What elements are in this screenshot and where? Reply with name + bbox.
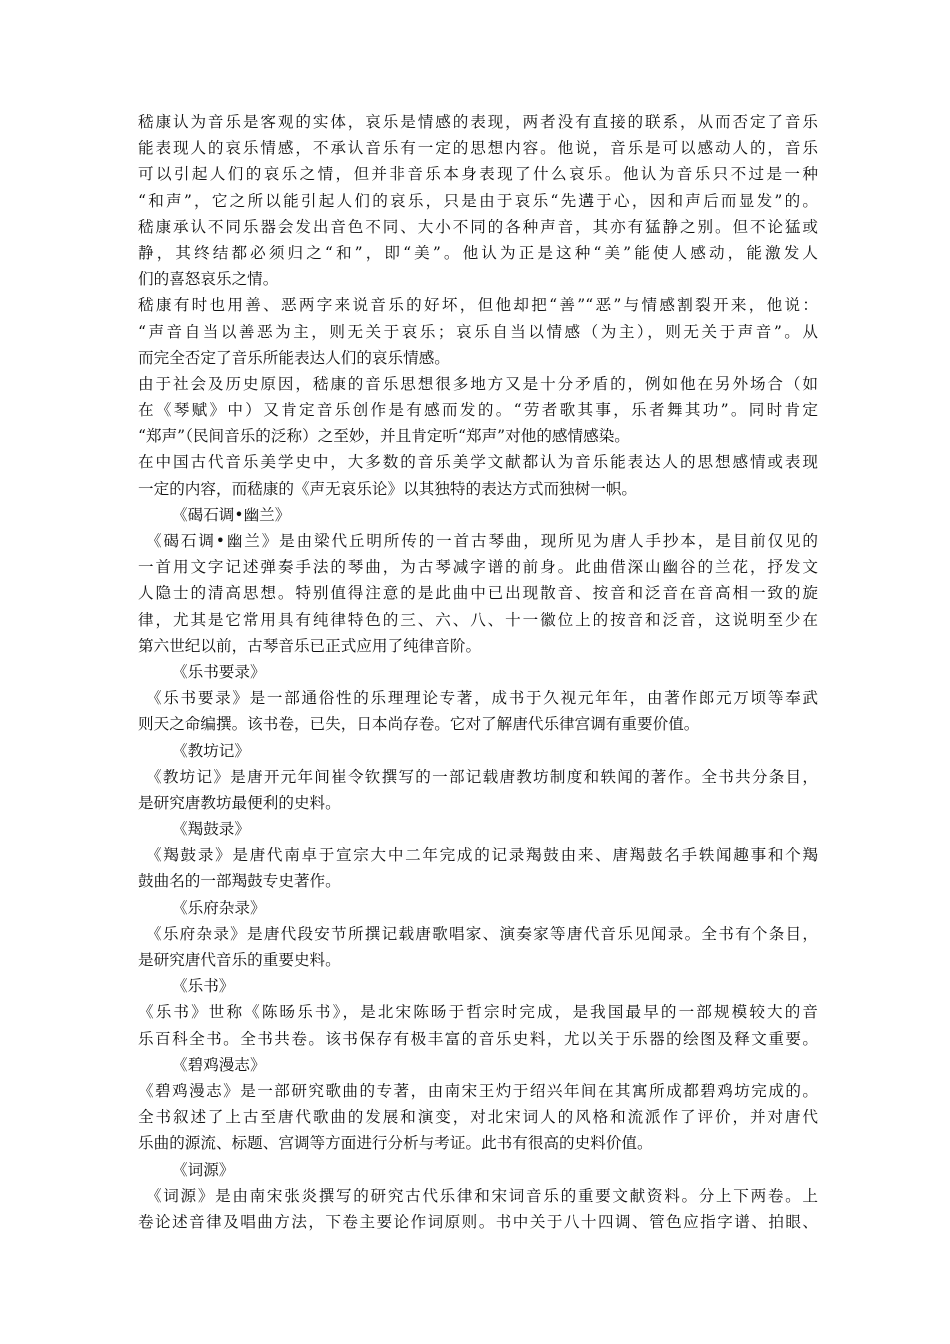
text-line: “和声”，它之所以能引起人们的哀乐，只是由于哀乐“先遘于心，因和声后而显发”的。 [138, 191, 818, 210]
text-line: 是研究唐代音乐的重要史料。 [138, 951, 341, 969]
text-line: 嵇康认为音乐是客观的实体，哀乐是情感的表现，两者没有直接的联系，从而否定了音乐 [138, 113, 818, 131]
text-line: “声音自当以善恶为主，则无关于哀乐；哀乐自当以情感（为主），则无关于声音”。从 [138, 322, 818, 341]
text-line: 能表现人的哀乐情感，不承认音乐有一定的思想内容。他说，音乐是可以感动人的，音乐 [138, 139, 818, 158]
section-heading: 《碧鸡漫志》 [172, 1055, 266, 1074]
section-heading: 《乐书要录》 [172, 662, 266, 681]
text-line: 《教坊记》是唐开元年间崔令钦撰写的一部记载唐教坊制度和轶闻的著作。全书共分条目， [146, 767, 818, 786]
text-line: 嵇康承认不同乐器会发出音色不同、大小不同的各种声音，其亦有猛静之别。但不论猛或 [138, 217, 818, 236]
text-line: 全书叙述了上古至唐代歌曲的发展和演变，对北宋词人的风格和流派作了评价，并对唐代 [138, 1108, 818, 1127]
text-line: 可以引起人们的哀乐之情，但并非音乐本身表现了什么哀乐。他认为音乐只不过是一种 [138, 165, 818, 184]
text-line: 在《琴赋》中）又肯定音乐创作是有感而发的。“劳者歌其事，乐者舞其功”。同时肯定 [138, 401, 818, 420]
text-line: 卷论述音律及唱曲方法，下卷主要论作词原则。书中关于八十四调、管色应指字谱、拍眼、 [138, 1212, 818, 1231]
section-heading: 《教坊记》 [172, 741, 250, 760]
section-heading: 《碣石调•幽兰》 [172, 505, 291, 524]
text-line: 《乐府杂录》是唐代段安节所撰记载唐歌唱家、演奏家等唐代音乐见闻录。全书有个条目， [146, 924, 818, 943]
text-line: 乐曲的源流、标题、宫调等方面进行分析与考证。此书有很高的史料价值。 [138, 1134, 653, 1153]
text-line: 而完全否定了音乐所能表达人们的哀乐情感。 [138, 348, 450, 367]
section-heading: 《乐书》 [172, 977, 235, 996]
text-line: “郑声”（民间音乐的泛称）之至妙，并且肯定听“郑声”对他的感情感染。 [138, 427, 630, 446]
text-line: 则天之命编撰。该书卷，已失，日本尚存卷。它对了解唐代乐律宫调有重要价值。 [138, 715, 700, 734]
text-line: 《乐书》世称《陈旸乐书》，是北宋陈旸于哲宗时完成，是我国最早的一部规模较大的音 [138, 1003, 818, 1022]
text-line: 乐百科全书。全书共卷。该书保存有极丰富的音乐史料，尤以关于乐器的绘图及释文重要。 [138, 1029, 818, 1048]
text-line: 律，尤其是它常用具有纯律特色的三、六、八、十一徽位上的按音和泛音，这说明至少在 [138, 610, 818, 629]
text-line: 《碧鸡漫志》是一部研究歌曲的专著，由南宋王灼于绍兴年间在其寓所成都碧鸡坊完成的。 [138, 1081, 818, 1100]
section-heading: 《乐府杂录》 [172, 898, 266, 917]
text-line: 《词源》是由南宋张炎撰写的研究古代乐律和宋词音乐的重要文献资料。分上下两卷。上 [146, 1186, 818, 1205]
text-line: 由于社会及历史原因，嵇康的音乐思想很多地方又是十分矛盾的，例如他在另外场合（如 [138, 374, 818, 393]
text-line: 《羯鼓录》是唐代南卓于宣宗大中二年完成的记录羯鼓由来、唐羯鼓名手轶闻趣事和个羯 [146, 846, 818, 865]
text-line: 一首用文字记述弹奏手法的琴曲，为古琴减字谱的前身。此曲借深山幽谷的兰花，抒发文 [138, 558, 818, 577]
text-line: 第六世纪以前，古琴音乐已正式应用了纯律音阶。 [138, 636, 482, 655]
text-line: 鼓曲名的一部羯鼓专史著作。 [138, 872, 341, 891]
text-line: 人隐士的清高思想。特别值得注意的是此曲中已出现散音、按音和泛音在音高相一致的旋 [138, 584, 818, 603]
text-line: 是研究唐教坊最便利的史料。 [138, 793, 341, 812]
text-line: 一定的内容，而嵇康的《声无哀乐论》以其独特的表达方式而独树一帜。 [138, 479, 638, 498]
section-heading: 《羯鼓录》 [172, 820, 250, 839]
text-line: 静，其终结都必须归之“和”，即“美”。他认为正是这种“美”能使人感动，能激发人 [138, 243, 818, 262]
section-heading: 《词源》 [172, 1160, 235, 1179]
text-line: 们的喜怒哀乐之情。 [138, 270, 279, 289]
document-body [138, 109, 818, 1235]
text-line: 《碣石调•幽兰》是由梁代丘明所传的一首古琴曲，现所见为唐人手抄本，是目前仅见的 [146, 532, 818, 550]
text-line: 嵇康有时也用善、恶两字来说音乐的好坏，但他却把“善”“恶”与情感割裂开来，他说： [138, 296, 818, 315]
text-line: 《乐书要录》是一部通俗性的乐理理论专著，成书于久视元年年，由著作郎元万顷等奉武 [146, 689, 818, 708]
text-line: 在中国古代音乐美学史中，大多数的音乐美学文献都认为音乐能表达人的思想感情或表现 [138, 453, 818, 472]
